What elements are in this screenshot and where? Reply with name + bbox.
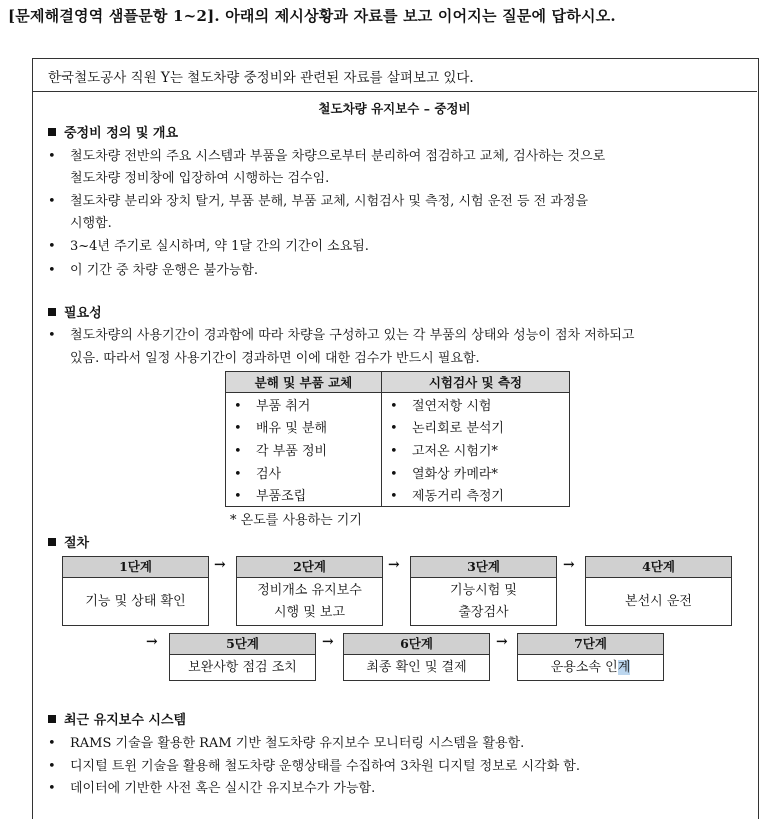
arrow-right-icon: → [388, 557, 400, 573]
step-7 [517, 633, 664, 681]
table-row [226, 393, 570, 416]
list-item: • 3~4년 주기로 실시하며, 약 1달 간의 기간이 소요됨. [48, 239, 369, 254]
section-heading-necessity: 필요성 [48, 302, 102, 321]
list-item: • 디지털 트윈 기술을 활용해 철도차량 운행상태를 수집하여 3차원 디지털 정보로 시각화 함. [48, 759, 580, 774]
step-header: 2단계 [237, 557, 382, 578]
section-heading-recent: 최근 유지보수 시스템 [48, 709, 186, 728]
table-row [226, 416, 570, 439]
arrow-right-icon: → [146, 634, 158, 650]
page-title: [문제해결영역 샘플문항 1~2]. 아래의 제시상황과 자료를 보고 이어지는 질문에 답하시오. [8, 7, 616, 25]
step-6 [343, 633, 490, 681]
inspection-table [225, 371, 570, 507]
list-item: • 철도차량 분리와 장치 탈거, 부품 분해, 부품 교체, 시험검사 및 측정, 시험 운전 등 전 과정을 [48, 194, 589, 209]
table-cell: • 제동거리 측정기 [381, 483, 569, 506]
table-cell: • 절연저항 시험 [381, 393, 569, 416]
step-header: 7단계 [518, 634, 663, 655]
table-cell: • 부품 취거 [226, 393, 382, 416]
square-bullet-icon [48, 715, 56, 723]
step-header: 4단계 [586, 557, 731, 578]
list-item-continuation: 철도차량 정비창에 입장하여 시행하는 검수임. [70, 171, 330, 186]
step-5 [169, 633, 316, 681]
step-header: 1단계 [63, 557, 208, 578]
table-cell: • 논리회로 분석기 [381, 416, 569, 439]
section-heading-definition: 중정비 정의 및 개요 [48, 122, 178, 141]
step-text: 기능시험 및 [450, 582, 517, 598]
table-cell: • 검사 [226, 461, 382, 484]
table-row [226, 483, 570, 506]
list-item: • RAMS 기술을 활용한 RAM 기반 철도차량 유지보수 모니터링 시스템을 활용함. [48, 736, 525, 751]
table-row [226, 438, 570, 461]
arrow-right-icon: → [322, 634, 334, 650]
table-cell: • 각 부품 정비 [226, 438, 382, 461]
intro-text: 한국철도공사 직원 Y는 철도차량 중정비와 관련된 자료를 살펴보고 있다. [48, 70, 474, 86]
step-text: 보완사항 점검 조치 [188, 659, 297, 675]
step-text: 기능 및 상태 확인 [85, 593, 186, 609]
list-item-continuation: 시행함. [70, 216, 112, 231]
step-text: 정비개소 유지보수 [257, 582, 362, 598]
square-bullet-icon [48, 538, 56, 546]
table-row [226, 461, 570, 484]
list-item: • 이 기간 중 차량 운행은 불가능함. [48, 263, 259, 278]
step-text: 출장검사 [458, 604, 509, 620]
table-cell: • 고저온 시험기* [381, 438, 569, 461]
square-bullet-icon [48, 308, 56, 316]
table-header: 분해 및 부품 교체 [226, 372, 382, 393]
list-item: • 데이터에 기반한 사전 혹은 실시간 유지보수가 가능함. [48, 781, 376, 796]
arrow-right-icon: → [496, 634, 508, 650]
step-header: 6단계 [344, 634, 489, 655]
step-2 [236, 556, 383, 626]
table-cell: • 배유 및 분해 [226, 416, 382, 439]
section-heading-procedure: 절차 [48, 532, 89, 551]
step-text: 운용소속 인계 [550, 659, 631, 675]
table-cell: • 열화상 카메라* [381, 461, 569, 484]
step-1 [62, 556, 209, 626]
list-item: • 철도차량 전반의 주요 시스템과 부품을 차량으로부터 분리하여 점검하고 교체, 검사하는 것으로 [48, 149, 606, 164]
step-3 [410, 556, 557, 626]
step-header: 5단계 [170, 634, 315, 655]
step-4 [585, 556, 732, 626]
arrow-right-icon: → [563, 557, 575, 573]
arrow-right-icon: → [214, 557, 226, 573]
table-header: 시험검사 및 측정 [381, 372, 569, 393]
text-selection-highlight: 계 [617, 659, 631, 675]
step-text: 본선시 운전 [625, 593, 692, 609]
list-item-continuation: 있음. 따라서 일정 사용기간이 경과하면 이에 대한 검수가 반드시 필요함. [70, 351, 480, 366]
table-cell: • 부품조립 [226, 483, 382, 506]
document-title: 철도차량 유지보수 – 중정비 [318, 101, 471, 116]
square-bullet-icon [48, 128, 56, 136]
table-footnote: * 온도를 사용하는 기기 [230, 513, 362, 528]
step-text: 최종 확인 및 결제 [366, 659, 467, 675]
list-item: • 철도차량의 사용기간이 경과함에 따라 차량을 구성하고 있는 각 부품의 상태와 성능이 점차 저하되고 [48, 328, 635, 343]
step-header: 3단계 [411, 557, 556, 578]
step-text: 시행 및 보고 [273, 604, 346, 620]
